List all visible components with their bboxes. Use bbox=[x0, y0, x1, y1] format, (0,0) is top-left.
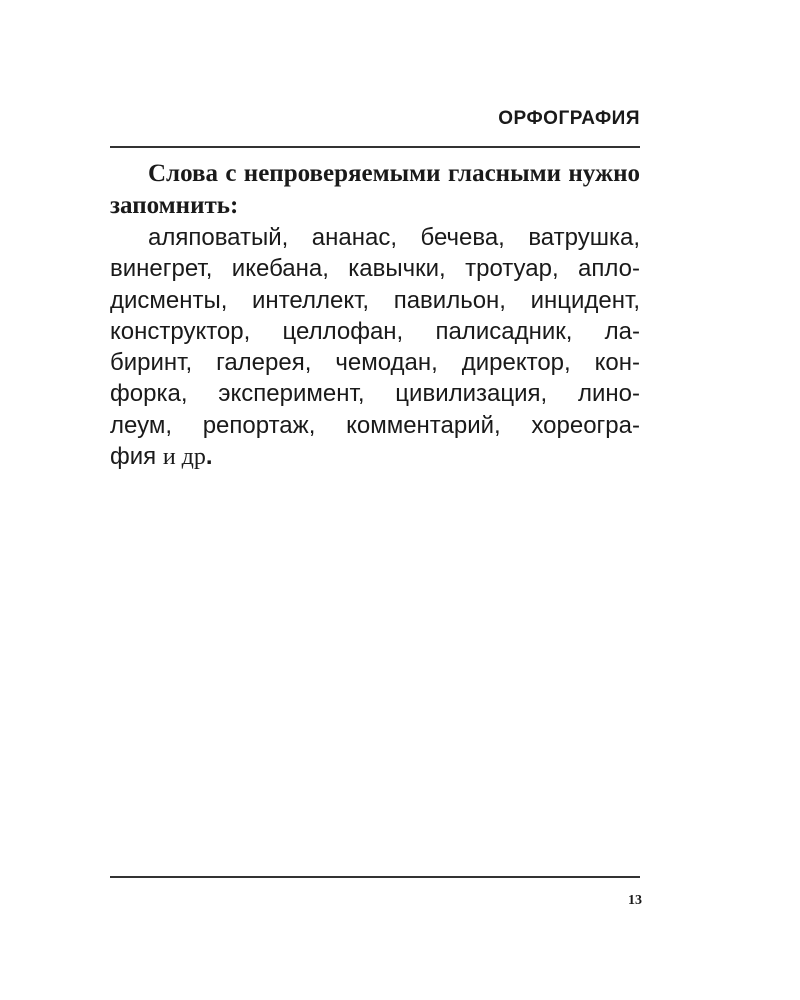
footer-rule bbox=[110, 876, 640, 878]
last-line-start: фия bbox=[110, 443, 163, 471]
word-list-line: аляповатый, ананас, бечева, ватрушка, bbox=[148, 224, 640, 251]
rule-block bbox=[110, 158, 640, 473]
word-list-line: форка, эксперимент, цивилизация, лино- bbox=[110, 380, 640, 408]
header-rule bbox=[110, 146, 640, 148]
rule-heading: Слова с непроверяемыми гласными нужно запомнить: bbox=[110, 160, 640, 219]
running-head: ОРФОГРАФИЯ bbox=[498, 108, 640, 129]
word-list-line: леум, репортаж, комментарий, хореогра- bbox=[110, 411, 640, 439]
last-line-period: . bbox=[205, 443, 213, 471]
word-list bbox=[110, 222, 640, 473]
word-list-line: дисменты, интеллект, павильон, инцидент, bbox=[110, 286, 640, 314]
page-number: 13 bbox=[628, 893, 642, 908]
word-list-line: биринт, галерея, чемодан, директор, кон- bbox=[110, 349, 640, 377]
word-list-line: винегрет, икебана, кавычки, тротуар, апло- bbox=[110, 255, 640, 283]
word-list-line: конструктор, целлофан, палисадник, ла- bbox=[110, 317, 640, 345]
word-list-last-line bbox=[110, 441, 640, 473]
last-line-abbreviation: и др bbox=[162, 444, 206, 471]
